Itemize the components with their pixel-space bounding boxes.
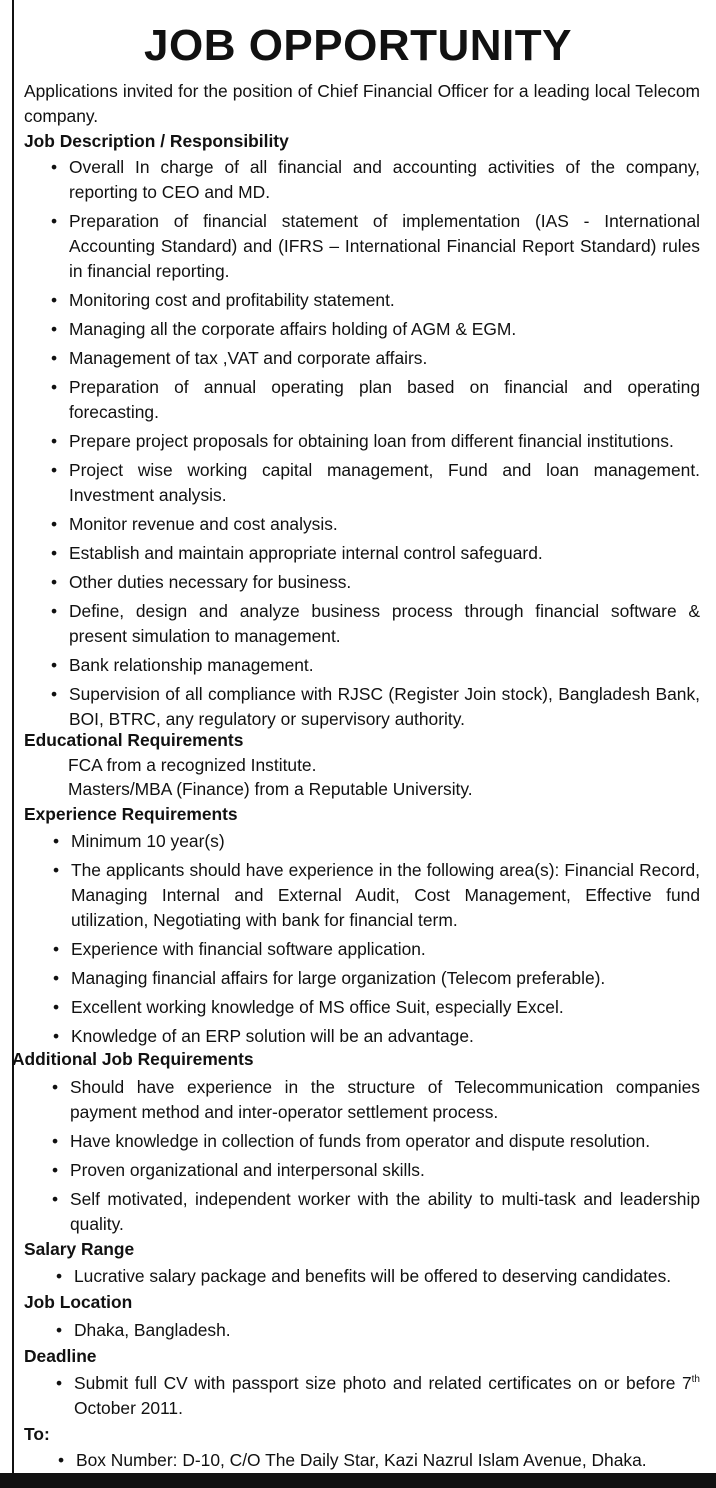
education-line: Masters/MBA (Finance) from a Reputable University. [68,779,473,799]
page-title: JOB OPPORTUNITY [144,21,572,70]
date-suffix: th [691,1374,700,1386]
salary-list [74,1264,700,1289]
list-item: • Excellent working knowledge of MS office Suit, especially Excel. [71,995,700,1020]
list-item: • Box Number: D-10, C/O The Daily Star, Kazi Nazrul Islam Avenue, Dhaka. [76,1448,700,1473]
location-list [74,1318,700,1343]
list-item: • Managing all the corporate affairs holding of AGM & EGM. [69,317,700,342]
list-item: • Bank relationship management. [69,653,700,678]
list-item: • Other duties necessary for business. [69,570,700,595]
list-item [74,1371,700,1421]
list-item: • Lucrative salary package and benefits will be offered to deserving candidates. [74,1264,700,1289]
list-item: • Should have experience in the structure of Telecommunication companies payment method and inter-operator settlement process. [70,1075,700,1125]
list-item: • Have knowledge in collection of funds from operator and dispute resolution. [70,1129,700,1154]
job-description-heading: Job Description / Responsibility [24,131,289,151]
list-item: • Define, design and analyze business process through financial software & present simulation to management. [69,599,700,649]
deadline-heading: Deadline [24,1346,97,1366]
list-item: • Experience with financial software application. [71,937,700,962]
list-item: • Minimum 10 year(s) [71,829,700,854]
salary-heading: Salary Range [24,1239,135,1259]
list-item: • Proven organizational and interpersonal skills. [70,1158,700,1183]
deadline-text: Submit full CV with passport size photo and related certificates on or before 7 [74,1373,692,1393]
location-heading: Job Location [24,1292,133,1312]
list-item: • Monitoring cost and profitability statement. [69,288,700,313]
list-item: • Management of tax ,VAT and corporate affairs. [69,346,700,371]
list-item: • Prepare project proposals for obtaining loan from different financial institutions. [69,429,700,454]
additional-requirements-list [70,1075,700,1237]
list-item: • Preparation of annual operating plan based on financial and operating forecasting. [69,375,700,425]
list-item: • Project wise working capital management, Fund and loan management. Investment analysis. [69,458,700,508]
list-item: • Self motivated, independent worker with the ability to multi-task and leadership quality. [70,1187,700,1237]
list-item: • Dhaka, Bangladesh. [74,1318,700,1343]
list-item: • Managing financial affairs for large organization (Telecom preferable). [71,966,700,991]
list-item: • Knowledge of an ERP solution will be an advantage. [71,1024,700,1049]
list-item: • Overall In charge of all financial and accounting activities of the company, reporting to CEO and MD. [69,155,700,205]
deadline-list [74,1371,700,1421]
educational-requirements-heading: Educational Requirements [24,730,244,750]
list-item: • The applicants should have experience in the following area(s): Financial Record, Managing Internal and External Audit, Cost Management, Effective fund utilization, Negotiating with bank for financial term. [71,858,700,933]
additional-requirements-heading: Additional Job Requirements [12,1049,254,1069]
deadline-date: October 2011. [74,1398,183,1418]
list-item: • Establish and maintain appropriate internal control safeguard. [69,541,700,566]
list-item: • Monitor revenue and cost analysis. [69,512,700,537]
bottom-border [0,1473,716,1488]
to-list [76,1448,700,1473]
experience-list [71,829,700,1049]
to-heading: To: [24,1424,50,1444]
list-item: • Preparation of financial statement of implementation (IAS - International Accounting Standard) and (IFRS – International Financial Report Standard) rules in financial reporting. [69,209,700,284]
education-line: FCA from a recognized Institute. [68,755,317,775]
experience-requirements-heading: Experience Requirements [24,804,238,824]
job-description-list [69,155,700,732]
list-item: • Supervision of all compliance with RJSC (Register Join stock), Bangladesh Bank, BOI, BTRC, any regulatory or supervisory authority. [69,682,700,732]
intro-text: Applications invited for the position of Chief Financial Officer for a leading local Telecom company. [24,81,700,126]
